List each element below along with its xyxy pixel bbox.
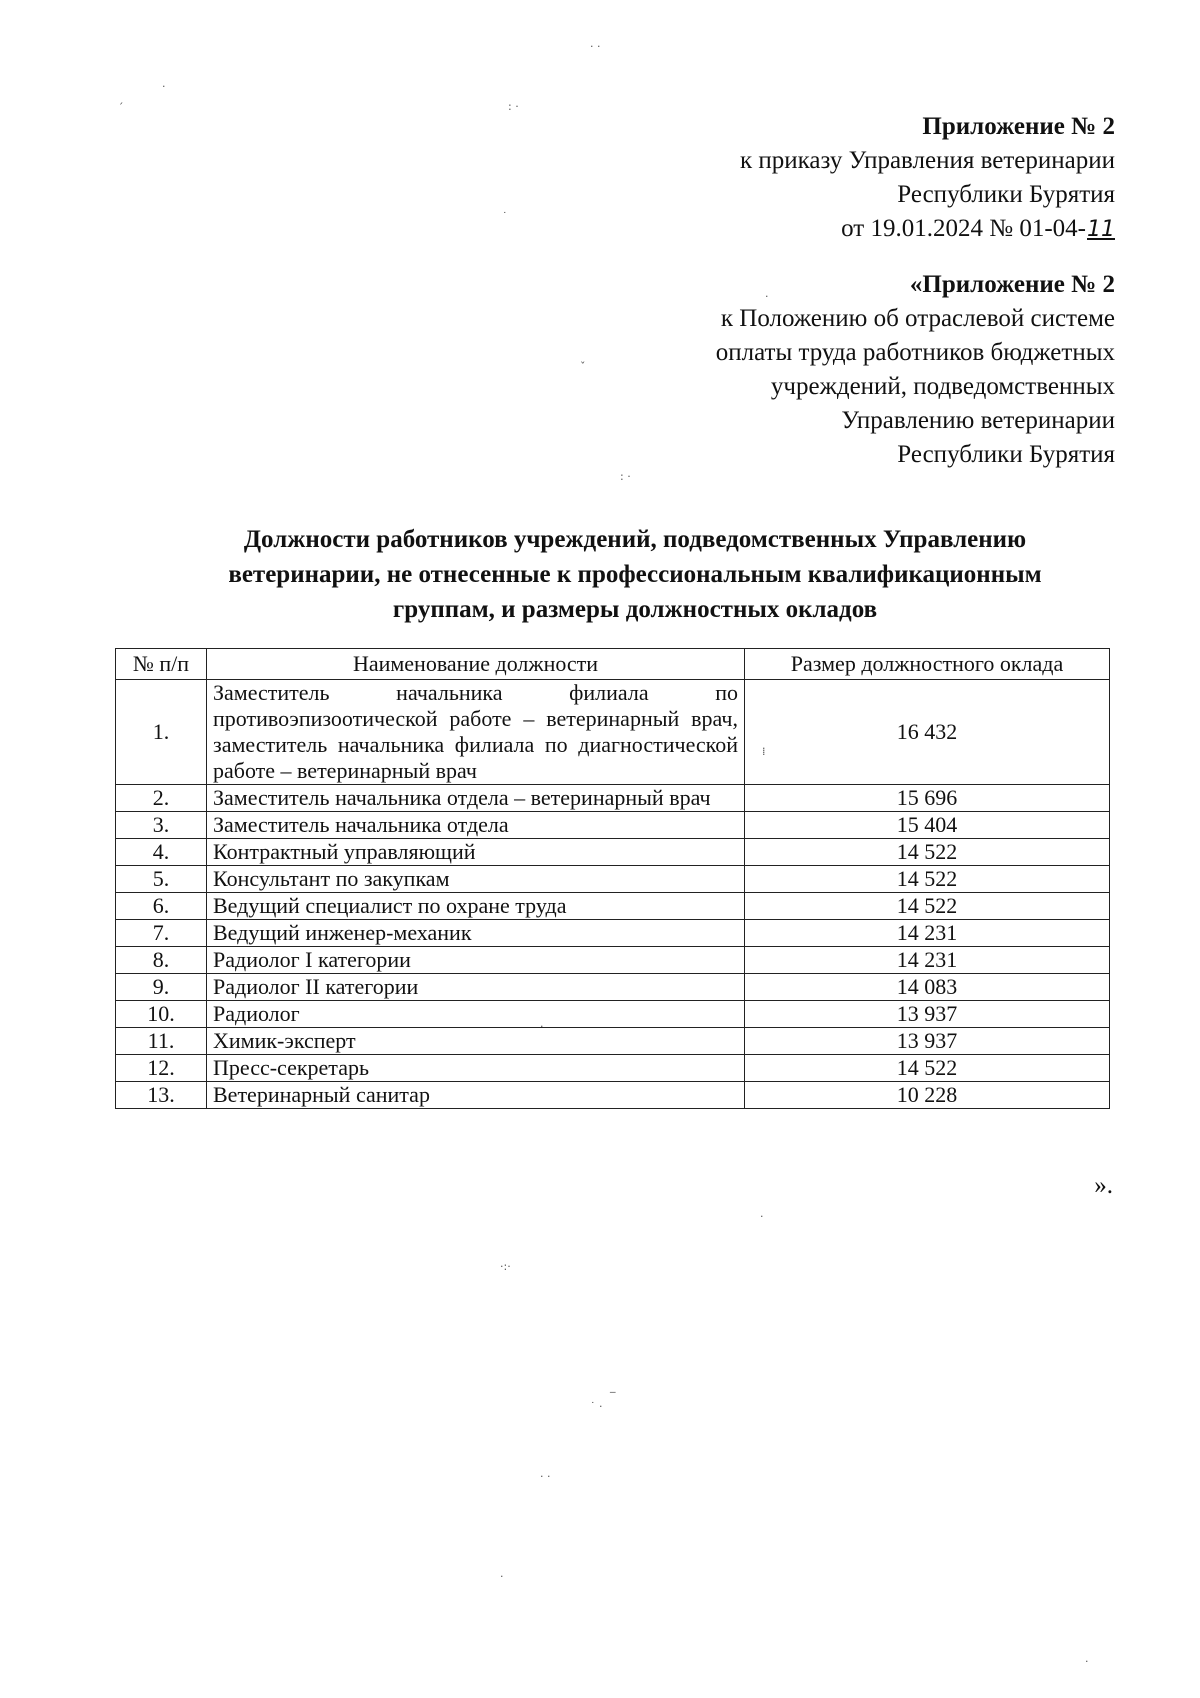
row-position: Заместитель начальника отдела – ветеринарный врач: [207, 785, 745, 812]
row-number: 5.: [116, 866, 207, 893]
row-salary: 10 228: [745, 1082, 1110, 1109]
row-number: 11.: [116, 1028, 207, 1055]
table-row: [116, 974, 1110, 1001]
row-number: 3.: [116, 812, 207, 839]
appendix-order-line: к приказу Управления ветеринарии: [739, 147, 1115, 174]
row-salary: 13 937: [745, 1001, 1110, 1028]
table-row: [116, 785, 1110, 812]
scan-speck: · ·: [590, 40, 601, 53]
appendix-header: [740, 110, 1115, 247]
document-title-line: Должности работников учреждений, подведомственных Управлению: [243, 526, 1027, 553]
table-row: [116, 1082, 1110, 1109]
scan-speck: ·: [500, 1570, 504, 1583]
row-position: Радиолог I категории: [207, 947, 745, 974]
row-position: Радиолог: [207, 1001, 745, 1028]
regulation-line: оплаты труда работников бюджетных: [715, 339, 1115, 366]
row-salary: 14 522: [745, 839, 1110, 866]
row-position: Заместитель начальника филиала по противоэпизоотической работе – ветеринарный врач, заместитель начальника филиала по диагностической работе – ветеринарный врач: [207, 680, 745, 785]
document-title-line: группам, и размеры должностных окладов: [392, 596, 878, 623]
table-header-row: [116, 649, 1110, 680]
scan-speck: : ·: [620, 470, 631, 483]
row-number: 12.: [116, 1055, 207, 1082]
row-position: Ветеринарный санитар: [207, 1082, 745, 1109]
regulation-appendix-header: [716, 268, 1115, 472]
row-position: Консультант по закупкам: [207, 866, 745, 893]
row-number: 10.: [116, 1001, 207, 1028]
appendix-region-line: Республики Бурятия: [897, 181, 1115, 208]
row-position: Ведущий инженер-механик: [207, 920, 745, 947]
document-title-line: ветеринарии, не отнесенные к профессиональным квалификационным: [228, 561, 1042, 588]
row-position: Контрактный управляющий: [207, 839, 745, 866]
regulation-line: учреждений, подведомственных: [770, 373, 1115, 400]
regulation-line: к Положению об отраслевой системе: [720, 305, 1115, 332]
regulation-line: Республики Бурятия: [897, 441, 1115, 468]
header-number: № п/п: [116, 649, 207, 680]
row-salary: 15 404: [745, 812, 1110, 839]
row-position: Заместитель начальника отдела: [207, 812, 745, 839]
table-row: [116, 947, 1110, 974]
document-title: [160, 522, 1110, 627]
table-row: [116, 1028, 1110, 1055]
row-salary: 14 522: [745, 893, 1110, 920]
table-row: [116, 866, 1110, 893]
scan-speck: : ·: [508, 100, 519, 113]
positions-table: [115, 648, 1110, 1109]
table-row: [116, 812, 1110, 839]
row-salary: 14 231: [745, 947, 1110, 974]
appendix-date-line: [740, 212, 1115, 247]
regulation-appendix-title: «Приложение № 2: [909, 271, 1115, 298]
appendix-date: от 19.01.2024 № 01-04-: [841, 215, 1086, 242]
scan-speck: ⁞: [762, 745, 766, 758]
table-row: [116, 893, 1110, 920]
scan-speck: ·: [540, 1020, 544, 1033]
row-salary: 15 696: [745, 785, 1110, 812]
row-number: 6.: [116, 893, 207, 920]
row-salary: 14 083: [745, 974, 1110, 1001]
row-number: 1.: [116, 680, 207, 785]
row-salary: 13 937: [745, 1028, 1110, 1055]
scan-speck: ˏ: [118, 92, 124, 105]
row-number: 2.: [116, 785, 207, 812]
table-row: [116, 839, 1110, 866]
row-salary: 16 432: [745, 680, 1110, 785]
table-row: [116, 920, 1110, 947]
row-number: 8.: [116, 947, 207, 974]
row-position: Пресс-секретарь: [207, 1055, 745, 1082]
scan-speck: ˇ: [580, 360, 586, 373]
row-number: 7.: [116, 920, 207, 947]
row-salary: 14 522: [745, 1055, 1110, 1082]
row-number: 9.: [116, 974, 207, 1001]
scan-speck: ·: [162, 80, 166, 93]
handwritten-order-number: 11: [1087, 217, 1115, 242]
table-row: [116, 1055, 1110, 1082]
scan-speck: ·:·: [500, 1260, 511, 1273]
table-row: [116, 680, 1110, 785]
scan-speck: ˙: [502, 210, 508, 223]
scan-speck: _: [610, 1380, 616, 1393]
row-position: Радиолог II категории: [207, 974, 745, 1001]
scan-speck: ·: [765, 290, 769, 303]
row-number: 13.: [116, 1082, 207, 1109]
row-salary: 14 231: [745, 920, 1110, 947]
row-position: Химик-эксперт: [207, 1028, 745, 1055]
appendix-title: Приложение № 2: [922, 113, 1115, 140]
scan-speck: ˙ ·: [590, 1400, 603, 1413]
row-salary: 14 522: [745, 866, 1110, 893]
row-position: Ведущий специалист по охране труда: [207, 893, 745, 920]
closing-quote: ».: [1094, 1172, 1113, 1199]
regulation-line: Управлению ветеринарии: [841, 407, 1115, 434]
header-salary: Размер должностного оклада: [745, 649, 1110, 680]
scan-speck: ·: [1085, 1655, 1089, 1668]
row-number: 4.: [116, 839, 207, 866]
table-row: [116, 1001, 1110, 1028]
header-position: Наименование должности: [207, 649, 745, 680]
scan-speck: · ·: [540, 1470, 551, 1483]
scan-speck: ·: [760, 1210, 764, 1223]
